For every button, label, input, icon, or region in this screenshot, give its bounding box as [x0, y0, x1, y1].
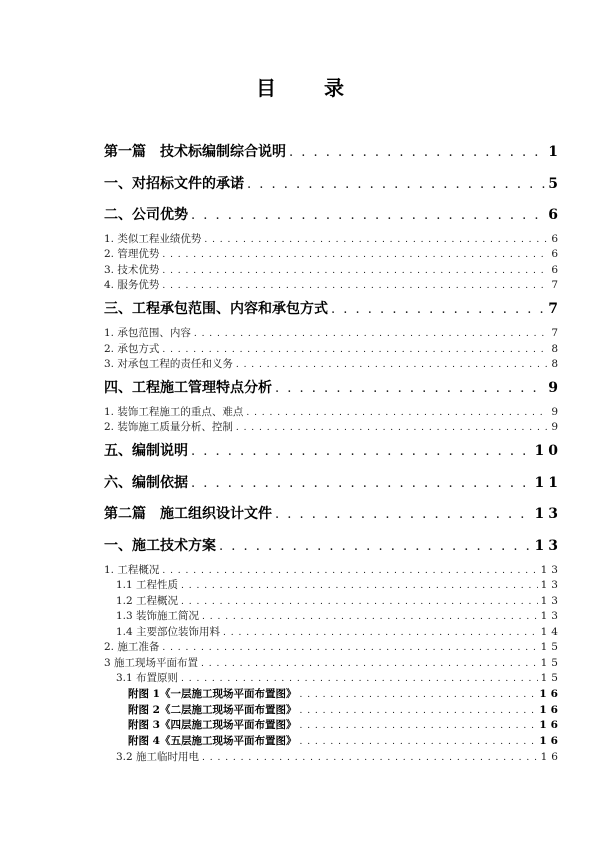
toc-entry[interactable]	[104, 655, 562, 670]
toc-entry-title: 一、对招标文件的承诺	[104, 176, 244, 192]
toc-entry[interactable]	[104, 173, 562, 193]
dot-leader	[331, 302, 545, 317]
toc-page-number: 16	[539, 735, 562, 747]
toc-entry-title: 2. 施工准备	[104, 641, 160, 653]
toc-entry-title: 4. 服务优势	[104, 279, 160, 291]
toc-page-number: 9	[551, 406, 562, 418]
dot-leader	[162, 643, 537, 653]
toc-entry-title: 1. 类似工程业绩优势	[104, 233, 202, 245]
toc-page-number: 15	[540, 657, 562, 669]
toc-entry-title: 附图 2《二层施工现场平面布置图》	[128, 704, 297, 716]
toc-entry-title: 附图 3《四层施工现场平面布置图》	[128, 719, 297, 731]
dot-leader	[201, 659, 538, 669]
toc-entry-title: 2. 装饰施工质量分析、控制	[104, 421, 233, 433]
toc-entry[interactable]	[128, 686, 562, 701]
toc-entry[interactable]	[104, 404, 562, 419]
toc-entry-title: 3 施工现场平面布置	[104, 657, 199, 669]
dot-leader	[299, 721, 536, 731]
toc-page-number: 13	[540, 579, 562, 591]
toc-page-number: 10	[534, 443, 562, 459]
toc-page-number: 16	[539, 719, 562, 731]
dot-leader	[275, 507, 532, 522]
dot-leader	[162, 266, 548, 276]
toc-page-number: 7	[551, 279, 562, 291]
toc-entry-title: 1.1 工程性质	[116, 579, 179, 591]
toc-entry[interactable]	[104, 356, 562, 371]
toc-page-number: 14	[540, 626, 562, 638]
toc-page-number: 13	[534, 506, 562, 522]
dot-leader	[275, 381, 545, 396]
toc-page-number: 16	[539, 704, 562, 716]
toc-page-number: 15	[540, 641, 562, 653]
toc-page-number: 13	[540, 564, 562, 576]
toc-page-number: 16	[540, 751, 562, 763]
toc-entry[interactable]	[104, 204, 562, 224]
toc-entry-title: 1.3 装饰施工简况	[116, 610, 200, 622]
toc-entry[interactable]	[116, 577, 562, 592]
toc-page-number: 15	[540, 672, 562, 684]
toc-page-number: 6	[548, 207, 562, 223]
toc-entry[interactable]	[128, 702, 562, 717]
toc-entry[interactable]	[104, 639, 562, 654]
toc-page-number: 8	[551, 358, 562, 370]
toc-entry[interactable]	[116, 608, 562, 623]
toc-entry[interactable]	[104, 419, 562, 434]
toc-entry[interactable]	[104, 277, 562, 292]
toc-page-number: 5	[548, 176, 562, 192]
toc-entry-title: 四、工程施工管理特点分析	[104, 380, 272, 396]
toc-entry-title: 二、公司优势	[104, 207, 188, 223]
toc-entry[interactable]	[104, 325, 562, 340]
dot-leader	[299, 737, 536, 747]
toc-entry-title: 3. 技术优势	[104, 264, 160, 276]
toc-entry-title: 1. 工程概况	[104, 564, 160, 576]
toc-entry[interactable]	[116, 670, 562, 685]
toc-page-number: 9	[548, 380, 562, 396]
toc-entry-title: 三、工程承包范围、内容和承包方式	[104, 301, 328, 317]
toc-entry[interactable]	[104, 535, 562, 555]
dot-leader	[202, 753, 538, 763]
toc-page-number: 11	[534, 475, 562, 491]
toc-entry[interactable]	[104, 262, 562, 277]
toc-entry[interactable]	[116, 624, 562, 639]
toc-entry[interactable]	[104, 377, 562, 397]
toc-entry[interactable]	[116, 749, 562, 764]
toc-page-number: 7	[551, 327, 562, 339]
toc-entry[interactable]	[104, 440, 562, 460]
dot-leader	[191, 476, 532, 491]
page-title: 目录	[256, 76, 392, 100]
toc-page-number: 13	[540, 595, 562, 607]
toc-page-number: 1	[548, 144, 562, 160]
toc-page-number: 16	[539, 688, 562, 700]
toc-entry-title: 第二篇 施工组织设计文件	[104, 506, 272, 522]
toc-entry[interactable]	[104, 231, 562, 246]
dot-leader	[191, 208, 545, 223]
toc-page-number: 13	[540, 610, 562, 622]
dot-leader	[194, 329, 548, 339]
dot-leader	[246, 408, 548, 418]
toc-entry[interactable]	[104, 472, 562, 492]
dot-leader	[162, 250, 548, 260]
toc-entry[interactable]	[116, 593, 562, 608]
dot-leader	[162, 345, 548, 355]
toc-page-number: 13	[534, 538, 562, 554]
toc-entry-title: 2. 管理优势	[104, 248, 160, 260]
dot-leader	[219, 539, 532, 554]
toc-entry[interactable]	[104, 341, 562, 356]
dot-leader	[162, 281, 548, 291]
dot-leader	[181, 597, 538, 607]
toc-entry-title: 一、施工技术方案	[104, 538, 216, 554]
toc-entry-title: 五、编制说明	[104, 443, 188, 459]
toc-entry-title: 3. 对承包工程的责任和义务	[104, 358, 233, 370]
toc-page-number: 9	[551, 421, 562, 433]
dot-leader	[204, 235, 548, 245]
toc-entry-title: 六、编制依据	[104, 475, 188, 491]
toc-entry[interactable]	[128, 717, 562, 732]
dot-leader	[181, 674, 538, 684]
dot-leader	[162, 566, 537, 576]
dot-leader	[191, 444, 532, 459]
dot-leader	[181, 581, 538, 591]
toc-entry-title: 2. 承包方式	[104, 343, 160, 355]
toc-entry[interactable]	[104, 246, 562, 261]
toc-entry-title: 1.2 工程概况	[116, 595, 179, 607]
dot-leader	[236, 423, 548, 433]
dot-leader	[299, 706, 536, 716]
toc-entry[interactable]	[104, 141, 562, 161]
toc-entry[interactable]	[104, 298, 562, 318]
toc-page-number: 6	[551, 248, 562, 260]
toc-entry[interactable]	[128, 733, 562, 748]
toc-entry-title: 附图 1《一层施工现场平面布置图》	[128, 688, 297, 700]
toc-entry[interactable]	[104, 503, 562, 523]
toc-page-number: 6	[551, 264, 562, 276]
dot-leader	[202, 612, 538, 622]
toc-page-number: 7	[548, 301, 562, 317]
toc-entry-title: 附图 4《五层施工现场平面布置图》	[128, 735, 297, 747]
toc-entry-title: 1. 装饰工程施工的重点、难点	[104, 406, 244, 418]
toc-entry-title: 1. 承包范围、内容	[104, 327, 191, 339]
toc-page-number: 8	[551, 343, 562, 355]
dot-leader	[299, 690, 536, 700]
toc-entry-title: 3.1 布置原则	[116, 672, 179, 684]
dot-leader	[236, 360, 548, 370]
toc-page-number: 6	[551, 233, 562, 245]
dot-leader	[223, 628, 538, 638]
dot-leader	[289, 145, 545, 160]
toc-entry-title: 1.4 主要部位装饰用料	[116, 626, 221, 638]
dot-leader	[247, 177, 545, 192]
toc-entry[interactable]	[104, 562, 562, 577]
toc-entry-title: 3.2 施工临时用电	[116, 751, 200, 763]
toc-entry-title: 第一篇 技术标编制综合说明	[104, 144, 286, 160]
